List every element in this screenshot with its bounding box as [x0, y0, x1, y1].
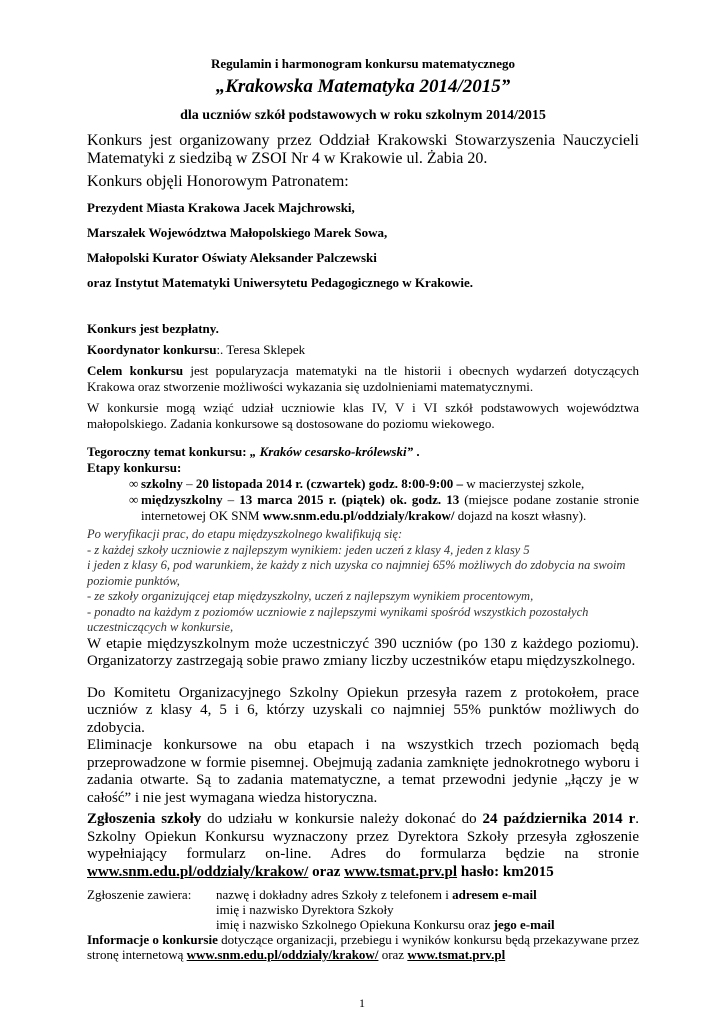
registration-deadline: 24 października 2014 r — [482, 811, 636, 827]
info-label: Informacje o konkursie — [87, 932, 218, 947]
stage-date: 20 listopada 2014 r. (czwartek) godz. 8:00-9:00 – — [195, 476, 463, 491]
registration-password: hasło: km2015 — [457, 863, 554, 880]
goal-text: jest popularyzacja matematyki na tle historii i obecnych wydarzeń dotyczących Krakowa oraz stworzenie możliwości wykazania się uzdolnieniami matematycznymi. — [87, 363, 639, 394]
document-page — [87, 56, 639, 962]
page-number: 1 — [359, 996, 365, 1010]
contents-item — [216, 917, 555, 932]
doc-title-line1: Regulamin i harmonogram konkursu matematycznego — [210, 56, 516, 71]
coordinator-label: Koordynator konkursu — [87, 342, 217, 357]
stage-dash: – — [222, 492, 240, 507]
elimination-paragraph: Eliminacje konkursowe na obu etapach i na wszystkich trzech poziomach będą przeprowadzone w formie pisemnej. Obejmują zadania zamknięte jednokrotnego wyboru i zadania otwarte. Są to zadania matematyczne, a temat przewodni jedynie „łączy je w całość” i nie jest wymagana wiedza historyczna. — [87, 737, 639, 806]
qualification-line: - ze szkoły organizującej etap międzyszkolny, uczeń z najlepszym wynikiem procentowym, — [87, 589, 534, 603]
qualification-line: - ponadto na każdym z poziomów uczniowie z najlepszymi wynikami spośród wszystkich pozostałych uczestniczących w konkursie, — [87, 604, 589, 634]
tsmat-link[interactable]: www.tsmat.prv.pl — [407, 947, 506, 962]
contents-item — [216, 887, 537, 902]
qualification-line: Po weryfikacji prac, do etapu międzyszkolnego kwalifikują się: — [87, 527, 403, 541]
infinity-bullet-icon: ∞ — [129, 476, 139, 491]
participants-paragraph: W konkursie mogą wziąć udział uczniowie klas IV, V i VI szkół podstawowych województwa małopolskiego. Zadania konkursowe są dostosowane do poziomu wiekowego. — [87, 400, 639, 431]
contents-row — [87, 917, 639, 932]
registration-label: Zgłoszenia szkoły — [87, 811, 202, 827]
registration-contents — [87, 887, 639, 932]
stages-title: Etapy konkursu: — [87, 460, 182, 475]
doc-title-audience: dla uczniów szkół podstawowych w roku szkolnym 2014/2015 — [180, 108, 546, 123]
coordinator-line — [87, 342, 639, 358]
stage-dash: – — [182, 476, 196, 491]
free-entry-note: Konkurs jest bezpłatny. — [87, 321, 219, 336]
info-paragraph — [87, 932, 639, 962]
patron-list — [87, 200, 639, 291]
stage-name: szkolny — [141, 476, 183, 491]
info-text: dotyczące organizacji, przebiegu i wyników konkursu będą przekazywane przez stronę internetową — [87, 932, 639, 962]
doc-title-contest-name: „Krakowska Matematyka 2014/2015” — [215, 76, 511, 97]
theme-line — [87, 444, 639, 460]
snm-link[interactable]: www.snm.edu.pl/oddzialy/krakow/ — [87, 863, 309, 880]
stage-date: 13 marca 2015 r. (piątek) ok. godz. 13 — [239, 492, 460, 507]
coordinator-value: :. Teresa Sklepek — [216, 342, 306, 357]
theme-value: „ Kraków cesarsko-królewski” — [246, 444, 417, 459]
stage2-limit-paragraph: W etapie międzyszkolnym może uczestniczyć 390 uczniów (po 130 z każdego poziomu). Organizatorzy zastrzegają sobie prawo zmiany liczby uczestników etapu międzyszkolnego. — [87, 635, 639, 669]
info-oraz: oraz — [378, 947, 408, 962]
registration-text: do udziału w konkursie należy dokonać do — [201, 811, 483, 827]
contents-label: Zgłoszenie zawiera: — [87, 887, 192, 902]
goal-label: Celem konkursu — [87, 363, 184, 378]
qualification-line: i jeden z klasy 6, pod warunkiem, że każdy z nich uzyska co najmniej 65% możliwych do zdobycia na swoim poziomie punktów, — [87, 558, 626, 588]
contents-item: imię i nazwisko Dyrektora Szkoły — [216, 902, 394, 917]
tsmat-link[interactable]: www.tsmat.prv.pl — [344, 863, 458, 880]
contents-spacer — [87, 902, 216, 917]
stage-details-end: dojazd na koszt własny). — [454, 508, 587, 523]
theme-label: Tegoroczny temat konkursu: — [87, 444, 247, 459]
contents-item-email: jego e-mail — [493, 917, 555, 932]
contents-item-text: imię i nazwisko Szkolnego Opiekuna Konkursu oraz — [216, 917, 494, 932]
registration-text-2: . Szkolny Opiekun Konkursu wyznaczony przez Dyrektora Szkoły przesyła zgłoszenie wypełniający formularz on-line. Adres do formularza będzie na stronie — [87, 811, 639, 862]
contents-item-text: nazwę i dokładny adres Szkoły z telefonem i — [216, 887, 453, 902]
stage-list — [87, 476, 639, 524]
infinity-bullet-icon: ∞ — [129, 492, 139, 507]
contents-row — [87, 902, 639, 917]
patron-item: oraz Instytut Matematyki Uniwersytetu Pedagogicznego w Krakowie. — [87, 275, 473, 290]
organizer-paragraph: Konkurs jest organizowany przez Oddział Krakowski Stowarzyszenia Nauczycieli Matematyki z siedzibą w ZSOI Nr 4 w Krakowie ul. Żabia 20. — [87, 132, 639, 167]
committee-paragraph: Do Komitetu Organizacyjnego Szkolny Opiekun przesyła razem z protokołem, prace uczniów z klasy 4, 5 i 6, którzy uzyskali co najmniej 55% punktów możliwych do zdobycia. — [87, 684, 639, 736]
goal-paragraph — [87, 363, 639, 395]
theme-end: . — [416, 444, 420, 459]
stage-details: (miejsce podane zostanie stronie internetowej OK SNM — [141, 492, 639, 523]
patron-item: Małopolski Kurator Oświaty Aleksander Palczewski — [87, 250, 377, 265]
patronage-intro: Konkurs objęli Honorowym Patronatem: — [87, 173, 349, 190]
stage-name: międzyszkolny — [141, 492, 223, 507]
stage-details: w macierzystej szkole, — [462, 476, 585, 491]
qualification-rules — [87, 527, 639, 636]
snm-link[interactable]: www.snm.edu.pl/oddzialy/krakow/ — [262, 508, 455, 523]
patron-item: Prezydent Miasta Krakowa Jacek Majchrowski, — [87, 200, 355, 215]
contents-row — [87, 887, 639, 902]
patron-item: Marszałek Województwa Małopolskiego Marek Sowa, — [87, 225, 388, 240]
registration-oraz: oraz — [308, 863, 345, 880]
stage-item-interschool — [87, 492, 639, 524]
registration-paragraph — [87, 811, 639, 881]
contents-item-email: adresem e-mail — [452, 887, 537, 902]
qualification-line: - z każdej szkoły uczniowie z najlepszym wynikiem: jeden uczeń z klasy 4, jeden z klasy 5 — [87, 542, 530, 557]
stage-item-school — [87, 476, 639, 492]
snm-link[interactable]: www.snm.edu.pl/oddzialy/krakow/ — [186, 947, 379, 962]
contents-spacer — [87, 917, 216, 932]
